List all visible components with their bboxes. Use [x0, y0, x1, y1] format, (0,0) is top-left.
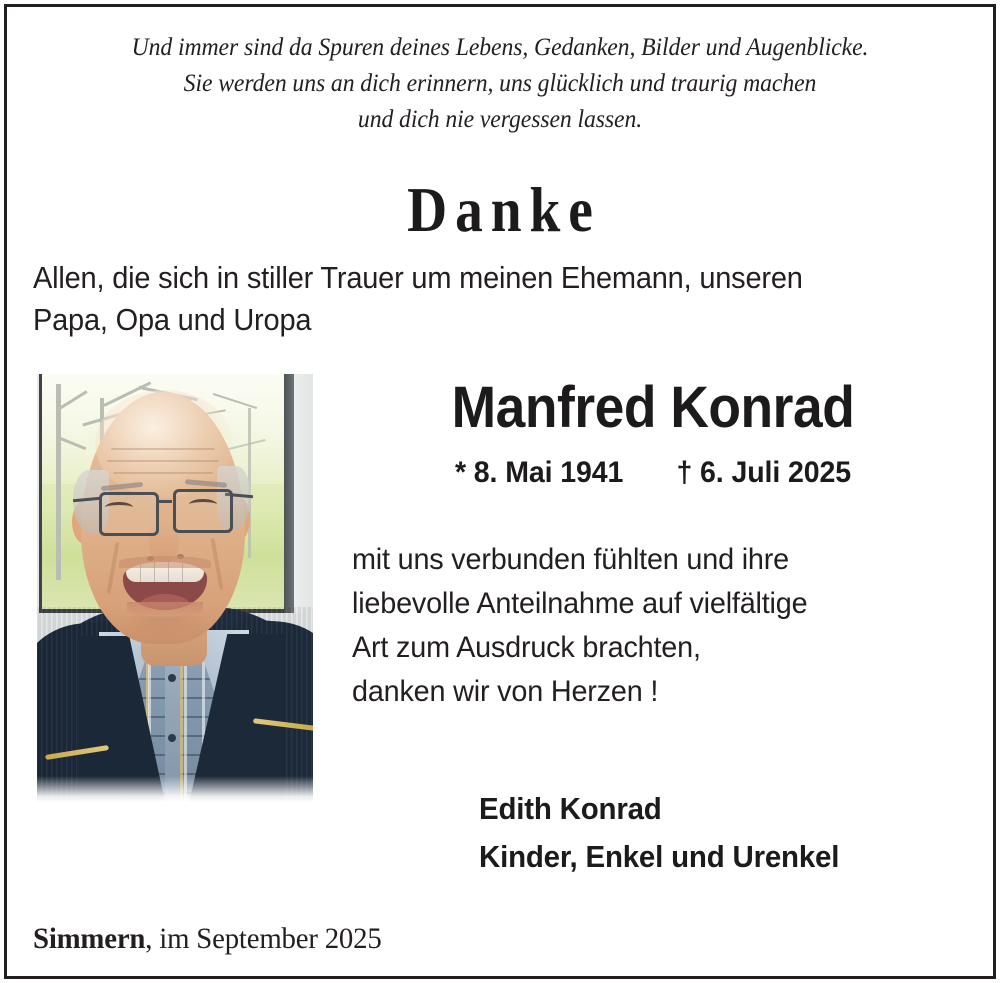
deceased-name: Manfred Konrad [451, 375, 855, 440]
portrait-photo [37, 374, 313, 802]
photo-eye-left [105, 502, 133, 513]
memorial-verse [42, 29, 959, 137]
intro-line-1: Allen, die sich in stiller Trauer um meinen Ehemann, unseren [33, 261, 803, 295]
obituary-card [4, 4, 996, 979]
thanks-line-3: Art zum Ausdruck brachten, [352, 631, 701, 664]
photo-wall-right [294, 374, 313, 634]
thanks-line-4: danken wir von Herzen ! [352, 675, 659, 708]
photo-frame-right-edge [284, 374, 294, 613]
verse-line-1: Und immer sind da Spuren deines Lebens, Gedanken, Bilder und Augenblicke. [131, 32, 869, 61]
signature-line-2: Kinder, Enkel und Urenkel [479, 839, 840, 874]
glasses-bridge-icon [156, 500, 172, 503]
photo-eye-right [189, 499, 217, 510]
death-date: † 6. Juli 2025 [676, 456, 852, 489]
intro-paragraph [33, 257, 922, 341]
photo-shirt-button-2 [168, 734, 176, 742]
photo-upper-lip [119, 556, 211, 568]
thanks-line-2: liebevolle Anteilnahme auf vielfältige [352, 587, 808, 620]
photo-forehead-crease-1 [111, 448, 215, 450]
verse-line-2: Sie werden uns an dich erinnern, uns glücklich und traurig machen [183, 68, 817, 97]
obituary-card-inner [7, 7, 993, 976]
glasses-lens-right-icon [173, 489, 233, 533]
photo-shirt-button-1 [168, 674, 176, 682]
photo-lower-lip [127, 602, 203, 618]
photo-bottom-fade [37, 776, 313, 802]
deceased-portrait [37, 374, 313, 802]
place-and-date [33, 919, 382, 959]
life-dates [353, 453, 953, 493]
photo-tree-trunk-1 [56, 384, 61, 580]
signature-line-1: Edith Konrad [479, 791, 662, 826]
thanks-line-1: mit uns verbunden fühlten und ihre [352, 543, 789, 576]
photo-chin-shadow [123, 616, 207, 638]
intro-line-2: Papa, Opa und Uropa [33, 303, 312, 337]
birth-date: * 8. Mai 1941 [454, 456, 624, 489]
glasses-lens-left-icon [99, 492, 159, 536]
photo-forehead-crease-2 [107, 460, 219, 462]
footer-date: , im September 2025 [145, 922, 382, 955]
family-signature [479, 785, 839, 881]
footer-place: Simmern [33, 922, 146, 955]
page-title: Danke [407, 175, 601, 245]
verse-line-3: und dich nie vergessen lassen. [357, 104, 643, 133]
thanks-paragraph [352, 538, 947, 714]
photo-forehead-crease-3 [113, 472, 213, 474]
